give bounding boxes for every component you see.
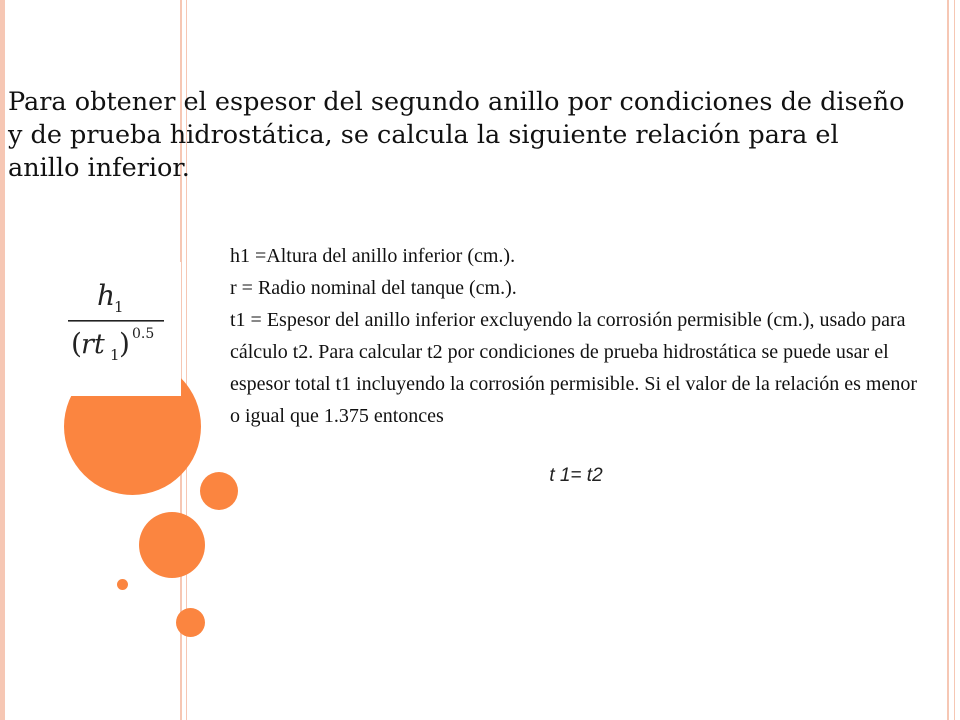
definition-h1: h1 =Altura del anillo inferior (cm.). [230,245,516,267]
equation-t1-t2: t 1= t2 [549,465,603,486]
formula-fraction-bar [68,320,164,322]
decor-line-left [0,0,5,720]
formula-image [41,262,181,396]
definition-t1: t1 = Espesor del anillo inferior excluyendo la corrosión permisible (cm.), usado para cálculo t2. Para calcular t2 por condiciones de prueba hidrostática se puede usar el espesor total t1 incluyendo la corrosión permisible. Si el valor de la relación es menor o igual que 1.375 entonces [230,309,918,427]
formula-den-sub: 1 [110,346,120,364]
formula-exponent: 0.5 [132,326,155,342]
decor-line-right-b [954,0,955,720]
formula-numerator-var: h [97,279,116,312]
decor-line-right-a [947,0,949,720]
formula-numerator-sub: 1 [114,298,124,316]
definitions-block [230,240,920,432]
definition-r: r = Radio nominal del tanque (cm.). [230,277,517,299]
heading-paragraph: Para obtener el espesor del segundo anillo por condiciones de diseño y de prueba hidrostática, se calcula la siguiente relación para el anillo inferior. [8,87,905,183]
decor-circle-mid [139,512,205,578]
formula-den-var: rt [81,329,105,360]
formula-den-close: ) [119,327,130,360]
formula-den-open: ( [71,327,82,360]
decor-circle-tiny [117,579,128,590]
decor-circle-small [176,608,205,637]
formula-svg [41,262,181,396]
